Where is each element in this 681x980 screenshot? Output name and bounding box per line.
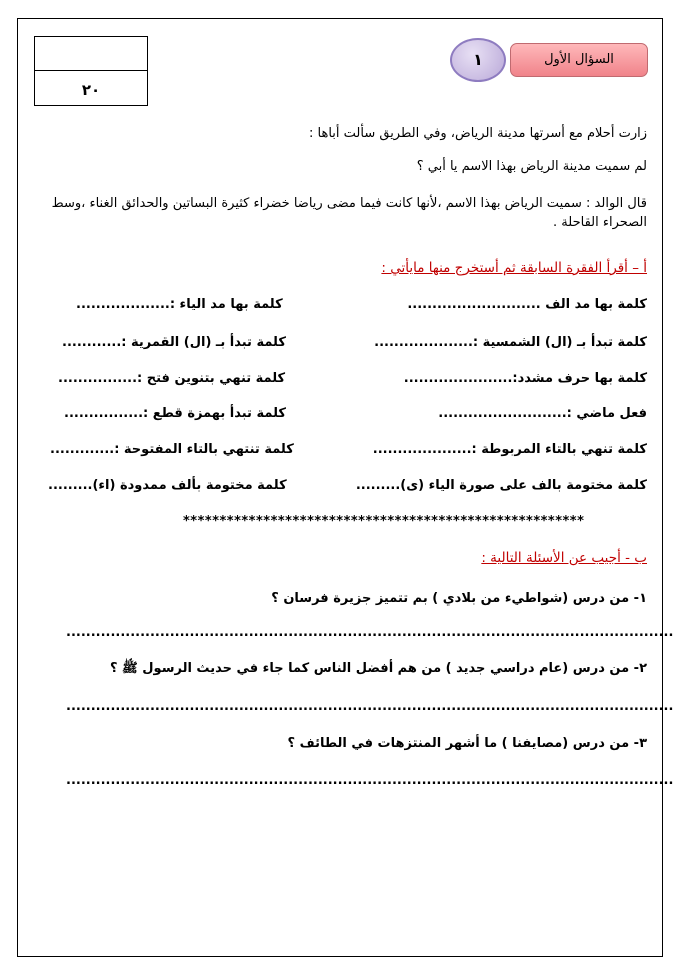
question-2: ٢- من درس (عام دراسي جديد ) من هم أفضل الناس كما جاء في حديث الرسول ﷺ ؟ (109, 661, 647, 676)
row-6-left: كلمة مختومة بألف ممدودة (اء)......... (48, 478, 287, 493)
question-number-badge: ١ (450, 38, 506, 82)
row-2-right: كلمة تبدأ بـ (ال) الشمسية :.................... (374, 335, 647, 350)
row-6-right: كلمة مختومة بالف على صورة الياء (ى)......... (355, 478, 647, 493)
row-1-right: كلمة بها مد الف ........................... (407, 297, 647, 312)
row-1-left: كلمة بها مد الياء :................... (76, 297, 283, 312)
answer-line-2: ........................................................................................................................... (66, 699, 674, 714)
row-3-left: كلمة تنهي بتنوين فتح :................ (58, 371, 286, 386)
row-4-right: فعل ماضي :.......................... (438, 406, 647, 421)
row-5-right: كلمة تنهي بالتاء المربوطة :.................... (372, 442, 647, 457)
row-4-left: كلمة تبدأ بهمزة قطع :................ (64, 406, 286, 421)
score-value: ٢٠ (81, 81, 101, 99)
passage-line-3: قال الوالد : سميت الرياض بهذا الاسم ،لأنها كانت فيما مضى رياضا خضراء كثيرة البساتين والحدائق الغناء ،وسط الصحراء القاحلة . (51, 196, 647, 230)
row-5-left: كلمة تنتهي بالتاء المفتوحة :............. (50, 442, 294, 457)
answer-line-1: ........................................................................................................................... (66, 625, 674, 640)
score-box (34, 36, 148, 106)
question-label: السؤال الأول (510, 43, 648, 77)
row-2-left: كلمة تبدأ بـ (ال) القمرية :............ (62, 335, 286, 350)
score-divider (35, 70, 147, 71)
question-1: ١- من درس (شواطيء من بلادي ) بم تتميز جزيرة فرسان ؟ (271, 591, 647, 606)
question-3: ٣- من درس (مصايفنا ) ما أشهر المنتزهات في الطائف ؟ (287, 736, 647, 751)
section-a-title: أ – أقرأ الفقرة السابقة ثم أستخرج منها مايأتي : (381, 260, 647, 276)
passage-line-2: لم سميت مدينة الرياض بهذا الاسم يا أبي ؟ (416, 159, 647, 174)
answer-line-3: ........................................................................................................................... (66, 773, 674, 788)
row-3-right: كلمة بها حرف مشدد:...................... (403, 371, 647, 386)
passage-line-1: زارت أحلام مع أسرتها مدينة الرياض، وفي الطريق سألت أباها : (308, 126, 647, 141)
separator: ******************************************************* (183, 514, 585, 529)
section-b-title: ب - أجيب عن الأسئلة التالية : (481, 550, 647, 566)
